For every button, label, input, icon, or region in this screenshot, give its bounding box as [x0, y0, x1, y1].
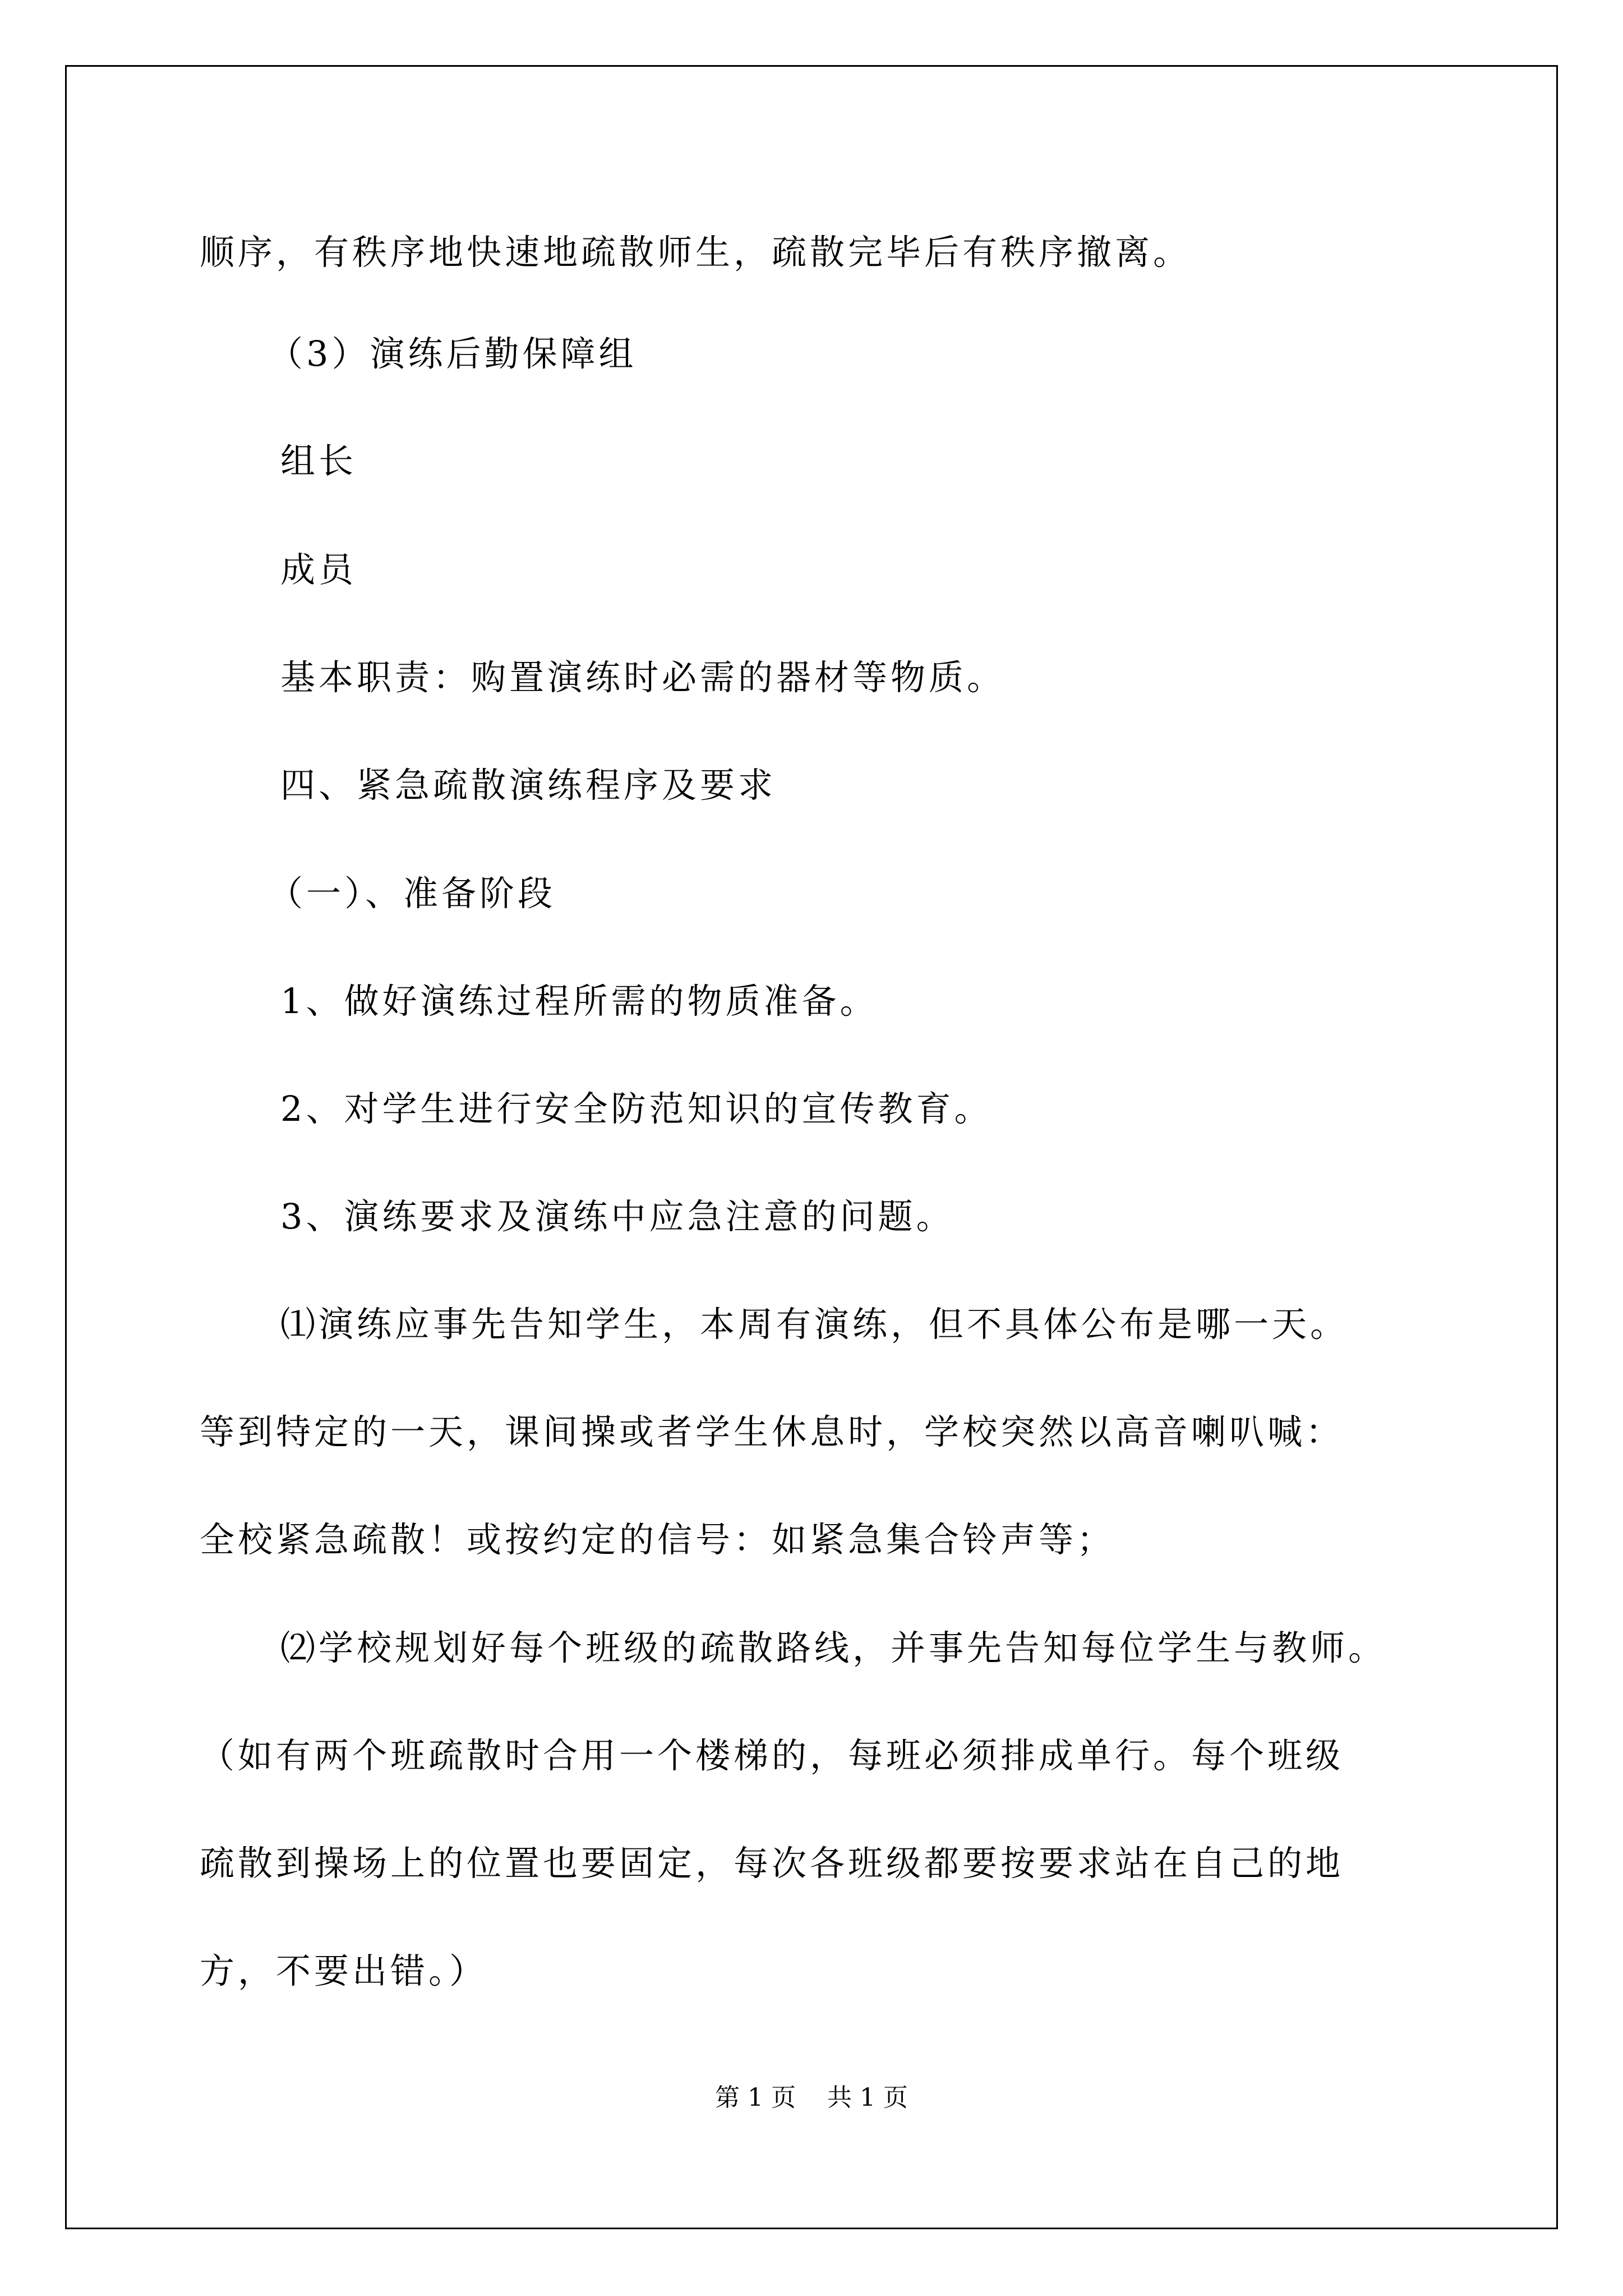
text-line: 2、对学生进行安全防范知识的宣传教育。 — [280, 1088, 993, 1129]
text-line: 顺序，有秩序地快速地疏散师生，疏散完毕后有秩序撤离。 — [200, 232, 1192, 273]
text-line: 成员 — [280, 549, 357, 590]
text-line: ⑵学校规划好每个班级的疏散路线，并事先告知每位学生与教师。 — [280, 1627, 1387, 1668]
text-line: 疏散到操场上的位置也要固定，每次各班级都要按要求站在自己的地 — [200, 1843, 1344, 1884]
text-line: （3）演练后勤保障组 — [268, 333, 637, 374]
text-line: 基本职责：购置演练时必需的器材等物质。 — [280, 657, 1006, 698]
page-border — [65, 65, 1558, 2229]
text-line: 组长 — [280, 440, 357, 481]
text-line: 等到特定的一天，课间操或者学生休息时，学校突然以高音喇叭喊： — [200, 1411, 1344, 1452]
text-line: 3、演练要求及演练中应急注意的问题。 — [280, 1196, 955, 1237]
text-line: 方，不要出错。） — [200, 1950, 488, 1991]
text-line: （如有两个班疏散时合用一个楼梯的，每班必须排成单行。每个班级 — [200, 1735, 1344, 1776]
page-footer: 第 1 页 共 1 页 — [715, 2083, 908, 2112]
text-line: 全校紧急疏散！或按约定的信号：如紧急集合铃声等； — [200, 1519, 1115, 1560]
section-heading: 四、紧急疏散演练程序及要求 — [280, 765, 777, 806]
text-line: 1、做好演练过程所需的物质准备。 — [280, 981, 878, 1022]
text-line: ⑴演练应事先告知学生，本周有演练，但不具体公布是哪一天。 — [280, 1304, 1349, 1345]
subsection-heading: （一）、准备阶段 — [268, 873, 556, 914]
